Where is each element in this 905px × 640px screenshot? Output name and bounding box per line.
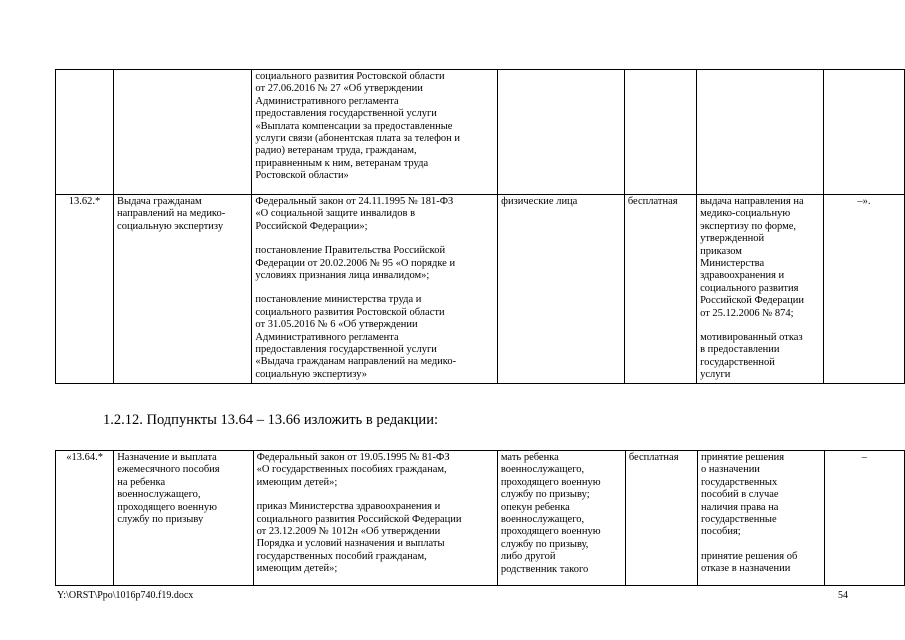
cell-last: –». (823, 195, 904, 384)
service-name-text: Назначение и выплата ежемесячного пособия на ребенка военнослужащего, проходящего военную службу по призыву (117, 452, 220, 526)
cell-legal-basis (252, 70, 498, 195)
cell-result (697, 70, 824, 195)
cell-service-name (114, 70, 252, 195)
legal-basis-paragraph: приказ Министерства здравоохранения и социального развития Российской Федерации от 23.12.2009 № 1012н «Об утверждении Порядка и условий назначения и выплаты государственных пособий гражданам, имеющим детей»; (256, 501, 462, 575)
cell-last (823, 70, 904, 195)
cell-recipients (497, 451, 625, 586)
cell-recipients (498, 70, 625, 195)
result-paragraph: выдача направления на медико-социальную экспертизу по форме, утвержденной приказом Министерства здравоохранения и социального развития Российской Федерации от 25.12.2006 № 874; (700, 196, 805, 319)
legal-basis-paragraph: постановление министерства труда и социального развития Ростовской области от 31.05.2016 № 6 «Об утверждении Административного регламента предоставления государственной услуги «Выдача гражданам направлений на медико- социальную экспертизу» (255, 294, 457, 380)
cell-last: – (824, 451, 904, 586)
cell-fee (624, 70, 696, 195)
cell-fee: бесплатная (624, 195, 696, 384)
legal-basis-paragraph: Федеральный закон от 19.05.1995 № 81-ФЗ «О государственных пособиях гражданам, имеющим детей»; (256, 452, 450, 488)
cell-service-name (114, 451, 253, 586)
cell-legal-basis (252, 195, 498, 384)
section-heading: 1.2.12. Подпункты 13.64 – 13.66 изложить в редакции: (103, 412, 438, 428)
table-row (56, 70, 905, 195)
recipients-text: мать ребенка военнослужащего, проходящего военную службу по призыву; опекун ребенка военнослужащего, проходящего военную службу по призыву, либо другой родственник такого (500, 452, 601, 575)
result-paragraph: принятие решения о назначении государственных пособий в случае наличия права на государственные пособия; (700, 452, 785, 538)
cell-number: «13.64.* (56, 451, 114, 586)
cell-result (697, 451, 824, 586)
page-number: 54 (838, 590, 848, 601)
cell-result (697, 195, 824, 384)
legal-basis-paragraph: постановление Правительства Российской Федерации от 20.02.2006 № 95 «О порядке и условиях признания лица инвалидом»; (255, 245, 456, 282)
cell-fee: бесплатная (625, 451, 697, 586)
cell-recipients: физические лица (498, 195, 625, 384)
cell-number (56, 70, 114, 195)
services-table-bottom (55, 450, 905, 586)
cell-service-name (114, 195, 252, 384)
service-name-text: Выдача гражданам направлений на медико- социальную экспертизу (117, 196, 226, 232)
result-paragraph: мотивированный отказ в предоставлении государственной услуги (700, 332, 803, 381)
cell-legal-basis (253, 451, 497, 586)
services-table-top (55, 69, 905, 384)
legal-basis-text: социального развития Ростовской области от 27.06.2016 № 27 «Об утверждении Административного регламента предоставления государственной услуги «Выплата компенсации за предоставленные услуги связи (абонентская плата за телефон и радио) ветеранам труда, гражданам, приравненным к ним, ветеранам труда Ростовской области» (255, 71, 461, 182)
table-row (56, 451, 905, 586)
file-path: Y:\ORST\Ppo\1016p740.f19.docx (57, 590, 194, 601)
legal-basis-paragraph: Федеральный закон от 24.11.1995 № 181-ФЗ «О социальной защите инвалидов в Российской Федерации»; (255, 196, 454, 232)
table-row (56, 195, 905, 384)
cell-number: 13.62.* (56, 195, 114, 384)
result-paragraph: принятие решения об отказе в назначении (700, 550, 798, 575)
